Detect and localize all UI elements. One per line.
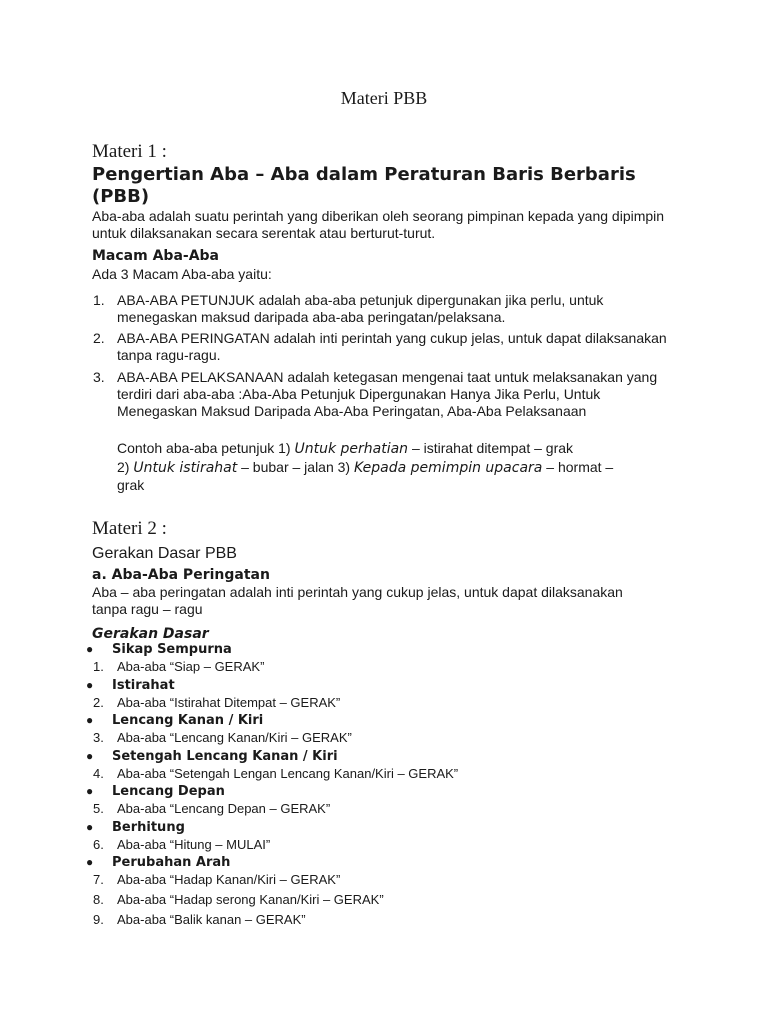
bullet-dot: ● bbox=[86, 713, 94, 727]
list-text: Aba-aba “Istirahat Ditempat – GERAK” bbox=[117, 695, 341, 710]
numbered-list-item bbox=[92, 766, 680, 786]
list-text: Aba-aba “Balik kanan – GERAK” bbox=[117, 912, 306, 927]
bullet-label: Berhitung bbox=[112, 820, 185, 835]
numbered-list-item bbox=[92, 730, 680, 750]
materi-2-heading: Gerakan Dasar PBB bbox=[92, 545, 237, 562]
list-text: ABA-ABA PERINGATAN adalah inti perintah yang cukup jelas, untuk dapat dilaksanakan tanpa ragu-ragu. bbox=[117, 330, 667, 363]
materi-1-heading: Pengertian Aba – Aba dalam Peraturan Baris Berbaris (PBB) bbox=[92, 164, 636, 207]
list-number: 1. bbox=[93, 292, 105, 308]
materi-2-label: Materi 2 : bbox=[92, 518, 167, 539]
example-italic: Untuk perhatian bbox=[294, 441, 409, 457]
list-text: Aba-aba “Lencang Kanan/Kiri – GERAK” bbox=[117, 730, 352, 745]
list-text: Aba-aba “Lencang Depan – GERAK” bbox=[117, 801, 331, 816]
list-number: 9. bbox=[93, 912, 104, 927]
numbered-list-item bbox=[92, 912, 680, 932]
bullet-label: Sikap Sempurna bbox=[112, 642, 232, 657]
bullet-label: Istirahat bbox=[112, 678, 175, 693]
list-text: Aba-aba “Hadap Kanan/Kiri – GERAK” bbox=[117, 872, 341, 887]
list-number: 5. bbox=[93, 801, 104, 816]
example-part: grak bbox=[117, 477, 145, 493]
list-number: 6. bbox=[93, 837, 104, 852]
example-text bbox=[117, 440, 677, 495]
document-title: Materi PBB bbox=[340, 88, 428, 108]
example-part: – hormat – bbox=[542, 458, 614, 475]
example-italic: Untuk istirahat bbox=[133, 459, 238, 476]
list-text: Aba-aba “Hitung – MULAI” bbox=[117, 837, 271, 852]
numbered-list-item bbox=[92, 837, 680, 857]
bullet-label: Lencang Depan bbox=[112, 784, 225, 799]
bullet-dot: ● bbox=[86, 855, 94, 869]
bullet-dot: ● bbox=[86, 678, 94, 692]
bullet-label: Perubahan Arah bbox=[112, 855, 231, 870]
aba-aba-peringatan-heading: a. Aba-Aba Peringatan bbox=[92, 567, 270, 583]
list-number: 8. bbox=[93, 892, 104, 907]
bullet-dot: ● bbox=[86, 784, 94, 798]
list-text: Aba-aba “Setengah Lengan Lencang Kanan/Kiri – GERAK” bbox=[117, 766, 459, 781]
materi-2-intro: Aba – aba peringatan adalah inti perintah yang cukup jelas, untuk dapat dilaksanakan tanpa ragu – ragu bbox=[92, 584, 623, 617]
list-text: ABA-ABA PETUNJUK adalah aba-aba petunjuk dipergunakan jika perlu, untuk menegaskan maksud daripada aba-aba peringatan/pelaksana. bbox=[117, 292, 604, 325]
example-part: 2) bbox=[117, 458, 134, 475]
example-part: – bubar – jalan 3) bbox=[237, 458, 354, 475]
numbered-list-item bbox=[92, 892, 680, 912]
materi-1-intro: Aba-aba adalah suatu perintah yang diberikan oleh seorang pimpinan kepada yang dipimpin untuk dilaksanakan secara serentak atau berturut-turut. bbox=[92, 208, 665, 241]
list-number: 3. bbox=[93, 730, 104, 745]
materi-1-label: Materi 1 : bbox=[92, 141, 167, 162]
list-number: 1. bbox=[93, 659, 104, 674]
numbered-list-item bbox=[92, 695, 680, 715]
macam-aba-aba-intro: Ada 3 Macam Aba-aba yaitu: bbox=[92, 266, 272, 282]
list-text: Aba-aba “Hadap serong Kanan/Kiri – GERAK” bbox=[117, 892, 384, 907]
bullet-label: Setengah Lencang Kanan / Kiri bbox=[112, 749, 338, 764]
example-italic: Kepada pemimpin upacara bbox=[353, 459, 543, 476]
bullet-dot: ● bbox=[86, 642, 94, 656]
macam-aba-aba-heading: Macam Aba-Aba bbox=[92, 248, 220, 264]
example-part: Contoh aba-aba petunjuk 1) bbox=[117, 440, 295, 456]
gerakan-dasar-heading: Gerakan Dasar bbox=[92, 626, 209, 642]
bullet-dot: ● bbox=[86, 820, 94, 834]
numbered-list-item bbox=[92, 659, 680, 679]
list-number: 2. bbox=[93, 330, 105, 346]
bullet-dot: ● bbox=[86, 749, 94, 763]
list-number: 3. bbox=[93, 369, 105, 385]
list-text: ABA-ABA PELAKSANAAN adalah ketegasan mengenai taat untuk melaksanakan yang terdiri dari aba-aba :Aba-Aba Petunjuk Dipergunakan Hanya Jika Perlu, Untuk Menegaskan Maksud Daripada Aba-Aba Peringatan, Aba-Aba Pelaksanaan bbox=[117, 369, 658, 419]
example-part: – istirahat ditempat – grak bbox=[408, 440, 574, 456]
bullet-label: Lencang Kanan / Kiri bbox=[112, 713, 264, 728]
list-number: 7. bbox=[93, 872, 104, 887]
numbered-list-item bbox=[92, 801, 680, 821]
list-text: Aba-aba “Siap – GERAK” bbox=[117, 659, 265, 674]
list-number: 2. bbox=[93, 695, 104, 710]
numbered-list-item bbox=[92, 872, 680, 892]
list-number: 4. bbox=[93, 766, 104, 781]
